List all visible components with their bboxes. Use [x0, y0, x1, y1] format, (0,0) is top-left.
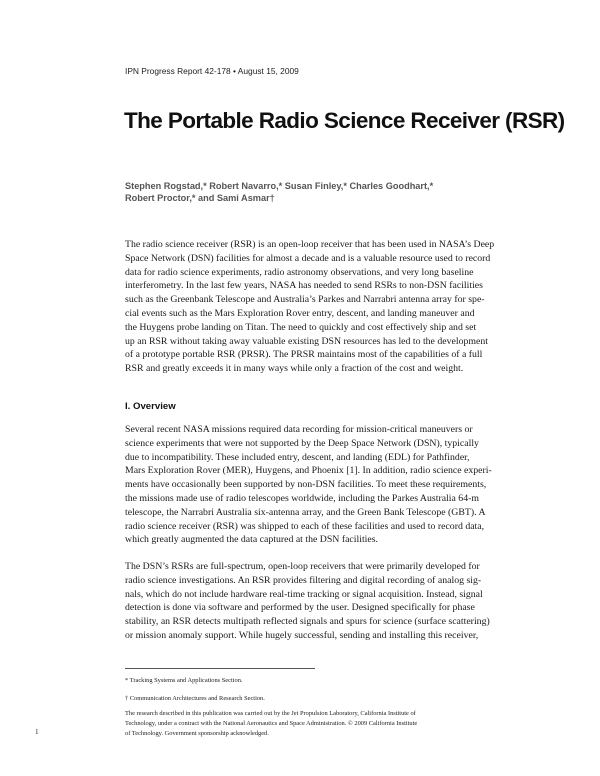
- footnote-communication: † Communication Architectures and Research Section.: [125, 695, 265, 702]
- abstract-line: up an RSR without taking away valuable existing DSN resources has led to the development: [125, 335, 488, 347]
- abstract-line: interferometry. In the last few years, NASA has needed to send RSRs to non-DSN facilities: [125, 280, 483, 292]
- abstract-line: The radio science receiver (RSR) is an open-loop receiver that has been used in NASA’s Deep: [125, 239, 495, 250]
- paragraph-line: ments have occasionally been supported by non-DSN facilities. To meet these requirements,: [125, 479, 487, 491]
- abstract-line: of a prototype portable RSR (PRSR). The PRSR maintains most of the capabilities of a full: [125, 349, 483, 361]
- overview-paragraph-2: [125, 560, 527, 643]
- paragraph-line: or mission anomaly support. While hugely successful, sending and installing this receiver,: [125, 629, 479, 641]
- abstract-line: cial events such as the Mars Exploration Rover entry, descent, and landing maneuver and: [125, 307, 475, 319]
- overview-paragraph-1: [125, 423, 527, 547]
- paper-title: The Portable Radio Science Receiver (RSR): [124, 108, 565, 133]
- paragraph-line: the missions made use of radio telescopes worldwide, including the Parkes Australia 64-m: [125, 492, 479, 504]
- paragraph-line: telescope, the Narrabri Australia six-antenna array, and the Green Bank Telescope (GBT). A: [125, 506, 486, 518]
- paragraph-line: science experiments that were not supported by the Deep Space Network (DSN), typically: [125, 437, 479, 449]
- footnote-line: The research described in this publication was carried out by the Jet Propulsion Laboratory, California Institute of: [125, 710, 416, 717]
- author-line: Robert Proctor,* and Sami Asmar†: [125, 193, 275, 204]
- paragraph-line: The DSN’s RSRs are full-spectrum, open-loop receivers that were primarily developed for: [125, 561, 480, 572]
- paragraph-line: radio science receiver (RSR) was shipped to each of these facilities and used to record data,: [125, 520, 485, 532]
- abstract-line: Space Network (DSN) facilities for almost a decade and is a valuable resource used to record: [125, 252, 491, 264]
- paragraph-line: which greatly augmented the data captured at the DSN facilities.: [125, 534, 378, 546]
- footnote-divider: [125, 668, 315, 669]
- abstract-line: such as the Greenbank Telescope and Australia’s Parkes and Narrabri antenna array for spe-: [125, 294, 485, 306]
- abstract-line: data for radio science experiments, radio astronomy observations, and very long baseline: [125, 266, 474, 278]
- abstract: [125, 238, 527, 376]
- paragraph-line: Several recent NASA missions required data recording for mission-critical maneuvers or: [125, 424, 473, 435]
- page-number: 1: [35, 728, 39, 736]
- section-heading-overview: I. Overview: [125, 401, 176, 412]
- paragraph-line: radio science investigations. An RSR provides filtering and digital recording of analog sig-: [125, 574, 482, 586]
- paragraph-line: stability, an RSR detects multipath reflected signals and spurs for science (surface scattering): [125, 616, 490, 628]
- abstract-line: the Huygens probe landing on Titan. The need to quickly and cost effectively ship and set: [125, 321, 477, 333]
- footnote-funding: [125, 709, 455, 739]
- paragraph-line: due to incompatibility. These included entry, descent, and landing (EDL) for Pathfinder,: [125, 451, 470, 463]
- footnote-tracking: * Tracking Systems and Applications Section.: [125, 677, 243, 684]
- abstract-line: RSR and greatly exceeds it in many ways while only a fraction of the cost and weight.: [125, 363, 464, 375]
- footnote-line: Technology, under a contract with the National Aeronautics and Space Administration. © 2009 California Institute: [125, 720, 418, 727]
- author-line: Stephen Rogstad,* Robert Navarro,* Susan Finley,* Charles Goodhart,*: [125, 181, 434, 191]
- paragraph-line: detection is done via software and performed by the user. Designed specifically for phase: [125, 602, 475, 614]
- author-list: [125, 180, 485, 205]
- paragraph-line: Mars Exploration Rover (MER), Huygens, and Phoenix [1]. In addition, radio science experi-: [125, 465, 492, 477]
- footnote-line: of Technology. Government sponsorship acknowledged.: [125, 730, 269, 737]
- paragraph-line: nals, which do not include hardware real-time tracking or signal acquisition. Instead, signal: [125, 588, 483, 600]
- report-header: IPN Progress Report 42-178 • August 15, 2009: [125, 66, 299, 76]
